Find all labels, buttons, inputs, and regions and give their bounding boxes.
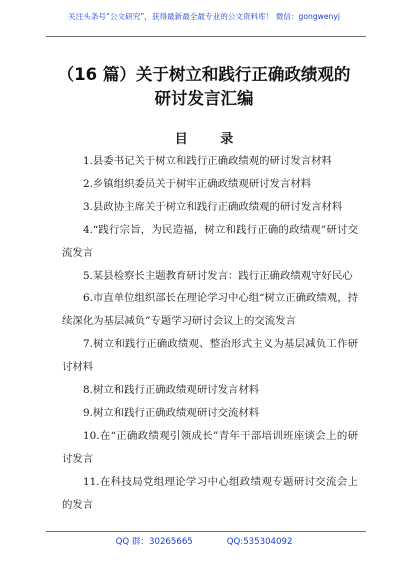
table-of-contents xyxy=(62,150,358,517)
toc-item: 8.树立和践行正确政绩观研讨发言材料 xyxy=(83,384,260,397)
toc-item: 5.某县检察长主题教育研讨发言：践行正确政绩观守好民心 xyxy=(83,269,353,282)
toc-item: 1.县委书记关于树立和践行正确政绩观的研讨发言材料 xyxy=(83,155,332,167)
footer-divider xyxy=(46,531,366,532)
toc-item: 4.“践行宗旨，为民造福，树立和践行正确的政绩观”研讨交流发言 xyxy=(62,223,358,259)
footer-qq: QQ:535304092 xyxy=(226,537,293,547)
header-divider xyxy=(46,36,366,37)
toc-item: 2.乡镇组织委员关于树牢正确政绩观研讨发言材料 xyxy=(83,177,312,190)
title-line-2: 研讨发言汇编 xyxy=(154,89,254,108)
header-notice: 关注头条号“公文研究”，获得最新最全最专业的公文资料库！ 微信：gongwenyj xyxy=(68,12,340,21)
title-line-1: （16 篇）关于树立和践行正确政绩观的 xyxy=(57,65,351,84)
toc-item: 3.县政协主席关于树立和践行正确政绩观的研讨发言材料 xyxy=(83,200,343,213)
toc-item: 6.市直单位组织部长在理论学习中心组“树立正确政绩观，持续深化为基层减负”专题学习研讨会议上的交流发言 xyxy=(62,292,358,328)
toc-item: 10.在“正确政绩观引领成长”青年干部培训班座谈会上的研讨发言 xyxy=(62,429,358,465)
toc-item: 11.在科技局党组理论学习中心组政绩观专题研讨交流会上的发言 xyxy=(62,475,358,511)
footer-contact xyxy=(44,535,364,547)
footer-qq-group: QQ 群：30265665 xyxy=(115,537,193,547)
document-title xyxy=(44,63,364,111)
toc-item: 9.树立和践行正确政绩观研讨交流材料 xyxy=(83,406,260,419)
toc-heading: 目 录 xyxy=(174,132,248,147)
toc-item: 7.树立和践行正确政绩观、整治形式主义为基层减负工作研讨材料 xyxy=(62,338,358,374)
